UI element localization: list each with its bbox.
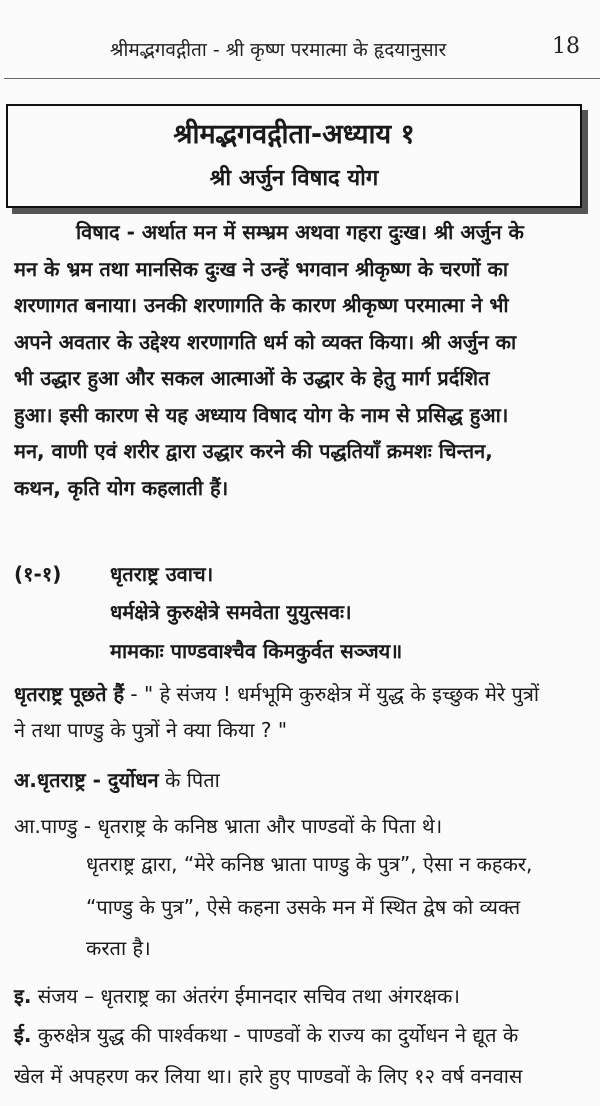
intro-line: हुआ। इसी कारण से यह अध्याय विषाद योग के नाम से प्रसिद्ध हुआ।: [14, 402, 509, 427]
note-i-text: संजय – धृतराष्ट्र का अंतरंग ईमानदार सचिव तथा अंगरक्षक।: [31, 984, 460, 1008]
note-aa-detail: करता है।: [86, 936, 151, 960]
intro-line: शरणागत बनाया। उनकी शरणागति के कारण श्रीकृष्ण परमात्मा ने भी: [14, 293, 509, 317]
intro-line: विषाद - अर्थात मन में सम्भ्रम अथवा गहरा दुःख। श्री अर्जुन के: [76, 220, 524, 244]
chapter-title: श्रीमद्भगवद्गीता-अध्याय १: [173, 119, 415, 150]
note-a-label: अ.धृतराष्ट्र - दुर्योधन: [14, 768, 159, 792]
note-aa-detail: धृतराष्ट्र द्वारा, “मेरे कनिष्ठ भ्राता पाण्डु के पुत्र”, ऐसा न कहकर,: [86, 852, 533, 876]
header-rule: [4, 78, 600, 79]
note-ii: [14, 1021, 594, 1048]
note-ii-label: ई.: [14, 1023, 32, 1047]
explanation-line: ने तथा पाण्डु के पुत्रों ने क्या किया ? ": [14, 718, 288, 742]
note-a-text: के पिता: [158, 768, 220, 792]
explanation-lead: धृतराष्ट्र पूछते हैं: [14, 682, 125, 706]
intro-line: भी उद्धार हुआ और सकल आत्माओं के उद्धार के हेतु मार्ग प्रर्दशित: [14, 366, 490, 390]
note-i-label: इ.: [14, 984, 32, 1008]
note-aa-detail: “पाण्डु के पुत्र”, ऐसे कहना उसके मन में स्थित द्वेष को व्यक्त: [86, 895, 521, 919]
page-header: [0, 0, 600, 80]
intro-line: अपने अवतार के उद्देश्य शरणागति धर्म को व्यक्त किया। श्री अर्जुन का: [14, 329, 517, 354]
explanation-line: [14, 680, 594, 707]
page-number: 18: [552, 34, 580, 59]
intro-line: मन, वाणी एवं शरीर द्वारा उद्धार करने की पद्धतियाँ क्रमशः चिन्तन,: [14, 439, 493, 463]
note-ii-continued: खेल में अपहरण कर लिया था। हारे हुए पाण्डवों के लिए १२ वर्ष वनवास: [14, 1064, 523, 1088]
chapter-subtitle: श्री अर्जुन विषाद योग: [209, 166, 379, 191]
note-aa: आ.पाण्डु - धृतराष्ट्र के कनिष्ठ भ्राता और पाण्डवों के पिता थे।: [14, 814, 443, 838]
verse-line: धर्मक्षेत्रे कुरुक्षेत्रे समवेता युयुत्सवः।: [110, 600, 352, 624]
verse-line: धृतराष्ट्र उवाच।: [110, 562, 214, 586]
verse-line: मामकाः पाण्डवाश्चैव किमकुर्वत सञ्जय॥: [110, 639, 403, 663]
note-a: [14, 766, 594, 793]
verse-number: (१-१): [14, 562, 62, 586]
intro-line: कथन, कृति योग कहलाती हैं।: [14, 475, 229, 500]
intro-paragraph: [14, 214, 586, 506]
running-head: श्रीमद्भगवद्गीता - श्री कृष्ण परमात्मा के हृदयानुसार: [110, 39, 447, 61]
intro-line: मन के भ्रम तथा मानसिक दुःख ने उन्हें भगवान श्रीकृष्ण के चरणों का: [14, 256, 509, 281]
note-i: [14, 982, 594, 1009]
explanation-text: - " हे संजय ! धर्मभूमि कुरुक्षेत्र में युद्ध के इच्छुक मेरे पुत्रों: [124, 682, 540, 706]
note-ii-text: कुरुक्षेत्र युद्ध की पार्श्वकथा - पाण्डवों के राज्य का दुर्योधन ने द्यूत के: [31, 1023, 519, 1047]
chapter-title-box: [6, 104, 582, 208]
